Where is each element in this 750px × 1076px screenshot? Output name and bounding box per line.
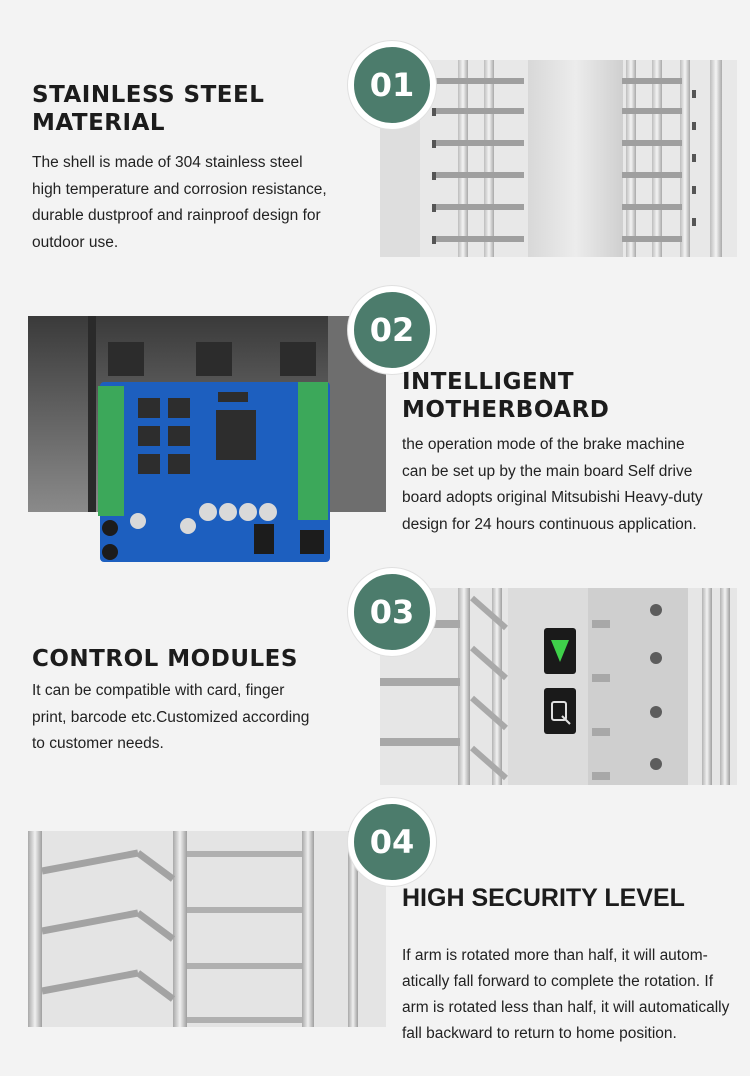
title-line: CONTROL MODULES (32, 646, 298, 672)
description-line: board adopts original Mitsubishi Heavy-duty (402, 489, 703, 506)
feature-description-4 (402, 943, 729, 1047)
description-line: high temperature and corrosion resistance, (32, 180, 327, 198)
title-line: STAINLESS STEEL (32, 82, 265, 108)
feature-title-1 (32, 81, 264, 137)
description-line: can be set up by the main board Self drive (402, 462, 693, 480)
feature-title-2 (402, 368, 609, 424)
description-line: atically fall forward to complete the rotation. If (402, 973, 714, 990)
description-line: the operation mode of the brake machine (402, 436, 685, 453)
title-line: MOTHERBOARD (402, 397, 610, 423)
description-line: durable dustproof and rainproof design for (32, 207, 321, 224)
step-badge-4: 04 (348, 798, 436, 886)
feature-description-2 (402, 432, 703, 538)
description-line: It can be compatible with card, finger (32, 682, 285, 699)
description-line: If arm is rotated more than half, it will autom- (402, 947, 708, 964)
feature-title-3 (32, 645, 298, 673)
description-line: arm is rotated less than half, it will automatically (402, 999, 730, 1016)
title-line: INTELLIGENT (402, 369, 575, 395)
description-line: to customer needs. (32, 735, 164, 752)
title-line: HIGH SECURITY LEVEL (402, 884, 685, 912)
description-line: print, barcode etc.Customized according (32, 708, 310, 726)
description-line: fall backward to return to home position. (402, 1025, 677, 1042)
feature-description-3 (32, 678, 309, 758)
feature-description-1 (32, 150, 327, 256)
description-line: The shell is made of 304 stainless steel (32, 154, 303, 171)
motherboard-photo (28, 316, 386, 564)
step-badge-1: 01 (348, 41, 436, 129)
description-line: design for 24 hours continuous application. (402, 515, 697, 533)
step-badge-3: 03 (348, 568, 436, 656)
title-line: MATERIAL (32, 110, 166, 136)
feature-title-4 (402, 884, 685, 912)
description-line: outdoor use. (32, 233, 119, 251)
step-badge-2: 02 (348, 286, 436, 374)
high-security-photo (28, 831, 386, 1027)
card-swipe-icon (544, 688, 576, 734)
